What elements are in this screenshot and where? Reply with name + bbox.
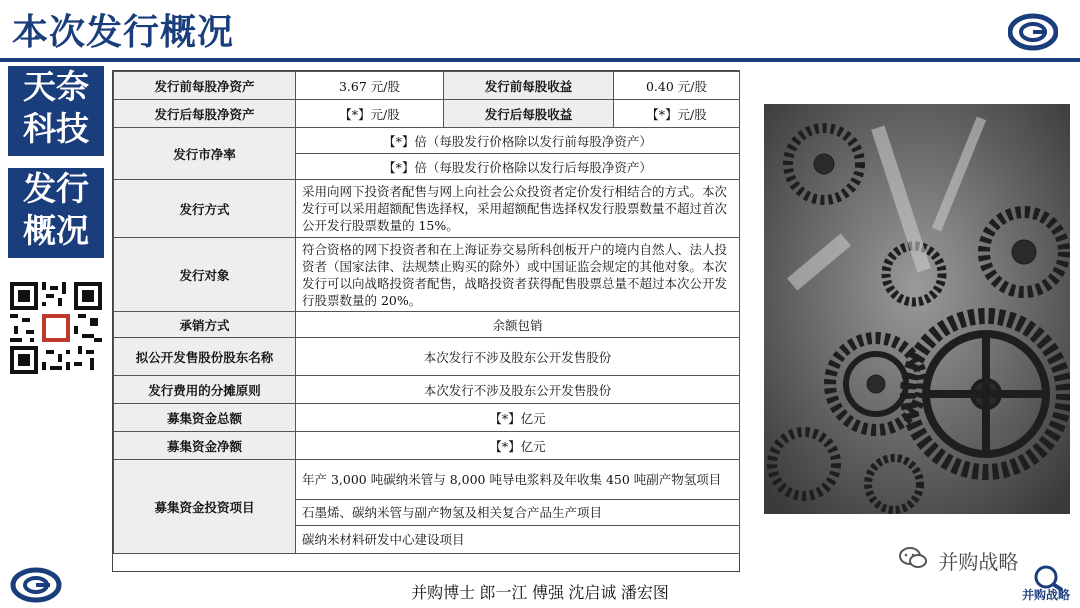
table-row xyxy=(114,100,740,128)
value-pb-ratio-post: 【*】倍（每股发行价格除以发行后每股净资产） xyxy=(296,154,740,180)
wechat-account-name: 并购战略 xyxy=(938,550,1019,574)
page-title: 本次发行概况 xyxy=(12,12,235,53)
value-pre-eps: 0.40 元/股 xyxy=(614,72,740,100)
gears-photo xyxy=(764,104,1070,514)
offering-summary-table xyxy=(112,70,740,572)
label-offering-method: 发行方式 xyxy=(114,180,296,238)
project-item: 石墨烯、碳纳米管与副产物氢及相关复合产品生产项目 xyxy=(296,500,740,526)
table-row xyxy=(114,460,740,500)
value-gross-proceeds: 【*】亿元 xyxy=(296,404,740,432)
author-credits: 并购博士 郎一江 傅强 沈启诚 潘宏图 xyxy=(411,585,669,602)
label-post-nav-per-share: 发行后每股净资产 xyxy=(114,100,296,128)
section-name-badge xyxy=(8,168,104,258)
label-gross-proceeds: 募集资金总额 xyxy=(114,404,296,432)
label-selling-shareholders: 拟公开发售股份股东名称 xyxy=(114,338,296,376)
corner-brand-text: 并购战略 xyxy=(1021,588,1070,602)
section-name-line-1: 发行 xyxy=(23,169,89,208)
value-offering-method: 采用向网下投资者配售与网上向社会公众投资者定价发行相结合的方式。本次发行可以采用超额配售选择权，采用超额配售选择权发行股票数量不超过首次公开发行股票数量的 15%。 xyxy=(296,180,740,238)
label-underwriting: 承销方式 xyxy=(114,312,296,338)
project-item: 年产 3,000 吨碳纳米管与 8,000 吨导电浆料及年收集 450 吨副产物氢项目 xyxy=(296,460,740,500)
table-row xyxy=(114,128,740,154)
value-fee-allocation: 本次发行不涉及股东公开发售股份 xyxy=(296,376,740,404)
value-net-proceeds: 【*】亿元 xyxy=(296,432,740,460)
label-post-eps: 发行后每股收益 xyxy=(444,100,614,128)
wechat-icon xyxy=(898,546,928,575)
section-name-line-2: 概况 xyxy=(23,211,89,250)
company-name-badge xyxy=(8,66,104,156)
table-row xyxy=(114,180,740,238)
label-offering-target: 发行对象 xyxy=(114,238,296,312)
label-net-proceeds: 募集资金净额 xyxy=(114,432,296,460)
value-underwriting: 余额包销 xyxy=(296,312,740,338)
project-item: 碳纳米材料研发中心建设项目 xyxy=(296,526,740,554)
label-use-of-proceeds: 募集资金投资项目 xyxy=(114,460,296,554)
qr-code-icon xyxy=(10,282,102,374)
company-name-line-2: 科技 xyxy=(23,109,89,148)
header-divider xyxy=(0,58,1080,62)
table-row xyxy=(114,312,740,338)
label-fee-allocation: 发行费用的分摊原则 xyxy=(114,376,296,404)
table-row xyxy=(114,338,740,376)
label-pre-nav-per-share: 发行前每股净资产 xyxy=(114,72,296,100)
value-post-nav-per-share: 【*】元/股 xyxy=(296,100,444,128)
value-offering-target: 符合资格的网下投资者和在上海证券交易所科创板开户的境内自然人、法人投资者（国家法律、法规禁止购买的除外）或中国证监会规定的其他对象。本次发行可以向战略投资者配售，战略投资者获得配售股票总量不超过本次公开发行股票数量的 20%。 xyxy=(296,238,740,312)
table-row xyxy=(114,432,740,460)
table-row xyxy=(114,238,740,312)
label-pre-eps: 发行前每股收益 xyxy=(444,72,614,100)
label-pb-ratio: 发行市净率 xyxy=(114,128,296,180)
wechat-watermark xyxy=(898,546,1018,575)
value-selling-shareholders: 本次发行不涉及股东公开发售股份 xyxy=(296,338,740,376)
table-row xyxy=(114,72,740,100)
table-row xyxy=(114,404,740,432)
table-row xyxy=(114,376,740,404)
value-pb-ratio-pre: 【*】倍（每股发行价格除以发行前每股净资产） xyxy=(296,128,740,154)
value-post-eps: 【*】元/股 xyxy=(614,100,740,128)
value-pre-nav-per-share: 3.67 元/股 xyxy=(296,72,444,100)
brand-logo-icon xyxy=(1008,12,1058,52)
company-name-line-1: 天奈 xyxy=(23,67,89,106)
